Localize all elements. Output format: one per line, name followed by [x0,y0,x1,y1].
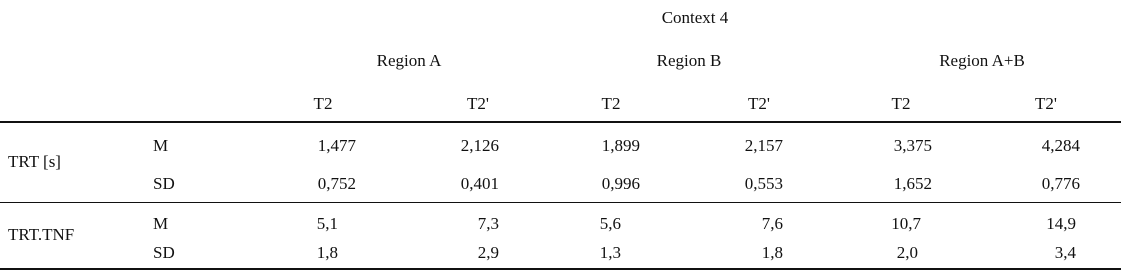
stat-label: SD [153,243,175,262]
table-cell: 5,1 [316,214,338,233]
table-cell: 10,7 [891,214,921,233]
table-cell: 7,6 [761,214,783,233]
condition-header-a-t2: T2 [313,94,333,113]
region-header-ab: Region A+B [939,51,1025,70]
table-cell: 2,9 [477,243,499,262]
condition-header-b-t2: T2 [601,94,621,113]
table-cell: 1,8 [761,243,783,262]
table-cell: 0,752 [317,174,356,193]
table-cell: 1,477 [317,136,356,155]
table-cell: 2,126 [460,136,499,155]
row-group-label-trt: TRT [s] [8,152,61,171]
table-cell: 3,4 [1054,243,1076,262]
stat-label: SD [153,174,175,193]
row-group-label-trt-tnf: TRT.TNF [8,225,75,244]
table-cell: 0,553 [744,174,783,193]
table-cell: 0,401 [460,174,499,193]
region-header-b: Region B [656,51,722,70]
condition-header-a-t2prime: T2' [467,94,489,113]
table-cell: 1,899 [601,136,640,155]
table-cell: 0,776 [1041,174,1080,193]
table-bottom-rule [0,268,1121,270]
table-cell: 2,0 [896,243,918,262]
condition-header-b-t2prime: T2' [748,94,770,113]
stat-label: M [153,136,169,155]
table-cell: 4,284 [1041,136,1080,155]
context-header: Context 4 [661,8,729,27]
header-bottom-rule [0,121,1121,123]
table-cell: 7,3 [477,214,499,233]
table-cell: 0,996 [601,174,640,193]
table-cell: 5,6 [599,214,621,233]
table-cell: 3,375 [893,136,932,155]
region-header-a: Region A [376,51,442,70]
table-cell: 1,8 [316,243,338,262]
group-separator-rule [0,202,1121,203]
table-cell: 14,9 [1046,214,1076,233]
condition-header-ab-t2: T2 [891,94,911,113]
condition-header-ab-t2prime: T2' [1035,94,1057,113]
table-cell: 2,157 [744,136,783,155]
table-cell: 1,652 [893,174,932,193]
table-cell: 1,3 [599,243,621,262]
stat-label: M [153,214,169,233]
